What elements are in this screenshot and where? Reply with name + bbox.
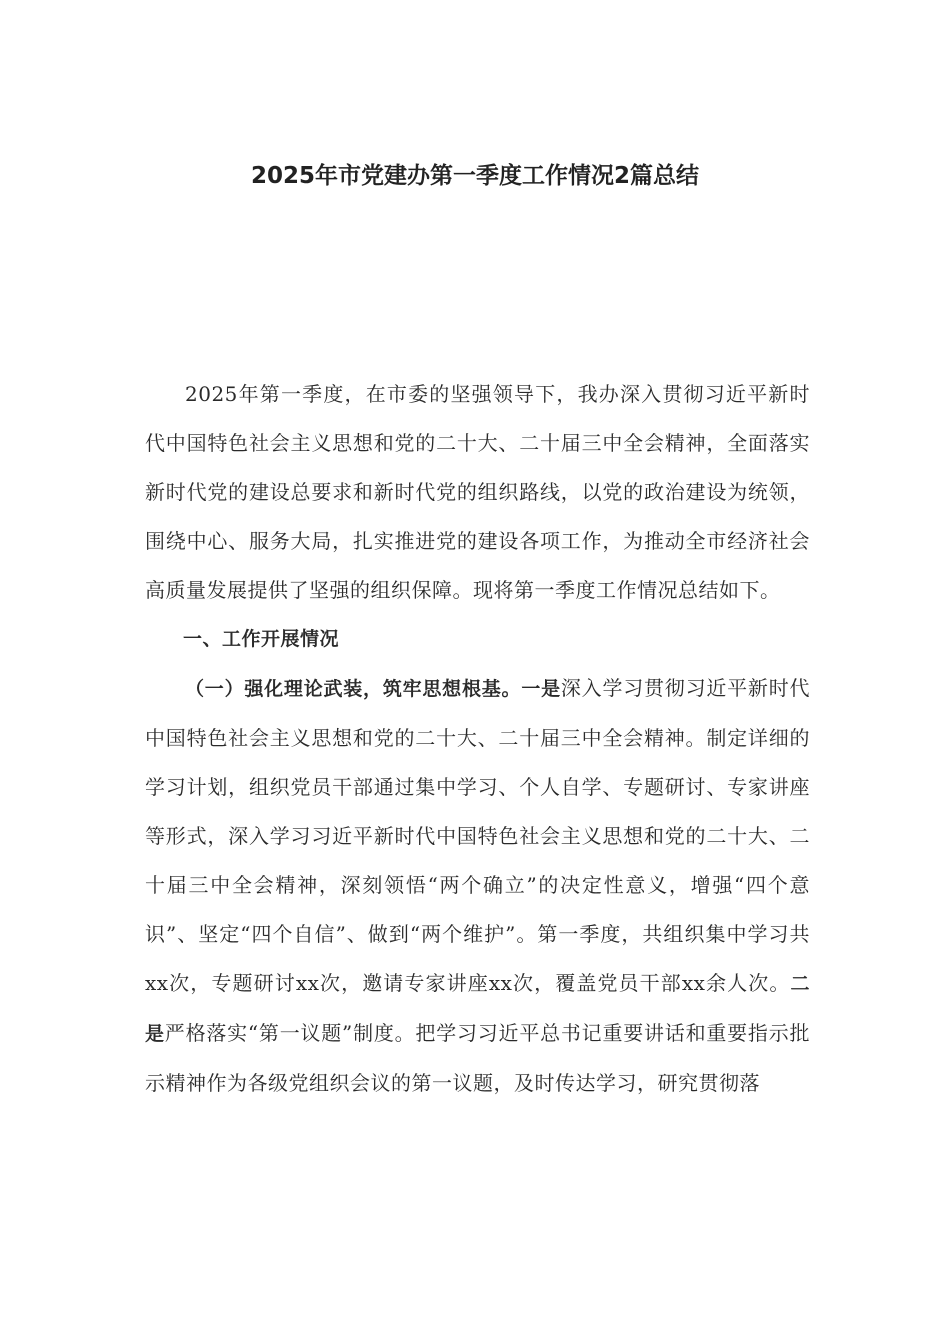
point-marker-1: 一是 — [521, 678, 561, 700]
document-title: 2025年市党建办第一季度工作情况2篇总结 — [250, 163, 700, 189]
point-marker-2: 二是 — [145, 973, 810, 1045]
document-body — [145, 370, 810, 1108]
section-heading: 一、工作开展情况 — [183, 628, 340, 650]
subsection-lead: （一）强化理论武装，筑牢思想根基。 — [185, 678, 522, 700]
point-text-1: 深入学习贯彻习近平新时代中国特色社会主义思想和党的二十大、二十届三中全会精神。制定详细的学习计划，组织党员干部通过集中学习、个人自学、专题研讨、专家讲座等形式，深入学习习近平新时代中国特色社会主义思想和党的二十大、二十届三中全会精神，深刻领悟“两个确立”的决定性意义，增强“四个意识”、坚定“四个自信”、做到“两个维护”。第一季度，共组织集中学习共xx次，专题研讨xx次，邀请专家讲座xx次，覆盖党员干部xx余人次。 — [145, 676, 810, 995]
subsection-paragraph — [145, 664, 810, 1108]
intro-paragraph: 2025年第一季度，在市委的坚强领导下，我办深入贯彻习近平新时代中国特色社会主义思想和党的二十大、二十届三中全会精神，全面落实新时代党的建设总要求和新时代党的组织路线，以党的政治建设为统领，围绕中心、服务大局，扎实推进党的建设各项工作，为推动全市经济社会高质量发展提供了坚强的组织保障。现将第一季度工作情况总结如下。 — [145, 382, 810, 602]
point-text-2: 严格落实“第一议题”制度。把学习习近平总书记重要讲话和重要指示批示精神作为各级党组织会议的第一议题，及时传达学习，研究贯彻落 — [145, 1021, 810, 1095]
